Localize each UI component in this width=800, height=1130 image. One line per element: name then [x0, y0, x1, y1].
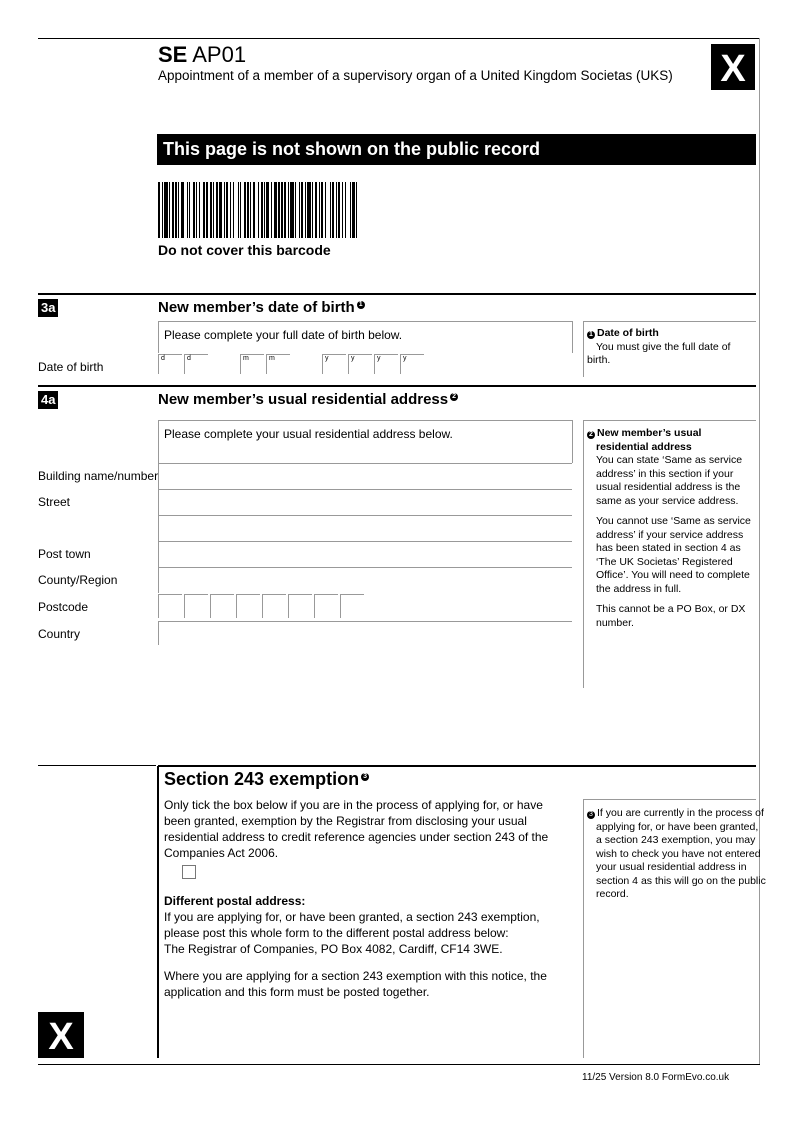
postal-heading: Different postal address: — [164, 894, 306, 908]
note-1-rule — [583, 321, 756, 322]
corner-x-mark: X — [711, 44, 755, 90]
postcode-cell[interactable] — [236, 594, 260, 618]
note-3-left — [583, 799, 584, 1058]
section-243-left-rule — [38, 765, 156, 766]
street-input[interactable] — [158, 489, 572, 515]
section-3a-inst-rule — [158, 321, 572, 322]
posting-note: Where you are applying for a section 243 exemption with this notice, the application and this form must be posted together. — [164, 969, 547, 999]
section-3a-tag: 3a — [38, 299, 58, 317]
street-input-2[interactable] — [158, 515, 572, 541]
registrar-address: The Registrar of Companies, PO Box 4082, Cardiff, CF14 3WE. — [164, 942, 503, 956]
form-title: Appointment of a member of a supervisory organ of a United Kingdom Societas (UKS) — [158, 68, 673, 83]
section-4a-inst-rule — [158, 420, 572, 421]
country-label: Country — [38, 627, 81, 641]
dob-month-2[interactable]: m — [266, 354, 290, 374]
footer-version: 11/25 Version 8.0 FormEvo.co.uk — [582, 1072, 730, 1083]
building-input[interactable] — [158, 463, 572, 489]
postcode-cell[interactable] — [262, 594, 286, 618]
note-1-ref-icon: 1 — [357, 301, 365, 309]
postcode-cell[interactable] — [184, 594, 208, 618]
note-3: 3 If you are currently in the process of applying for, or have been granted, a section 243 exemption, you may wish to check you have not entered your usual residential address in section 4 as this will go on the public record. — [587, 807, 766, 902]
note-3-rule — [583, 799, 756, 800]
post-town-label: Post town — [38, 547, 91, 561]
postcode-label: Postcode — [38, 600, 89, 614]
dob-day-2[interactable]: d — [184, 354, 208, 374]
dob-year-2[interactable]: y — [348, 354, 372, 374]
barcode — [158, 182, 358, 238]
postal-instruction: If you are applying for, or have been granted, a section 243 exemption, please post this whole form to the different postal address below: — [164, 910, 540, 940]
date-of-birth-label: Date of birth — [38, 360, 104, 374]
section-4a-title: New member’s usual residential address 2 — [158, 391, 458, 408]
postcode-cell[interactable] — [314, 594, 338, 618]
dob-year-4[interactable]: y — [400, 354, 424, 374]
section-4a-tag: 4a — [38, 391, 58, 409]
form-code: SE AP01 — [158, 42, 247, 67]
section-243-rule — [158, 765, 756, 767]
building-label: Building name/number — [38, 469, 159, 483]
section-4a-inst-right — [572, 420, 573, 463]
section-4a-rule — [38, 385, 756, 387]
not-public-banner: This page is not shown on the public record — [157, 134, 756, 165]
section-4a-inst-left — [158, 420, 159, 463]
bottom-x-mark: X — [38, 1012, 84, 1058]
section-3a-instruction: Please complete your full date of birth below. — [164, 328, 403, 342]
county-input[interactable] — [158, 567, 572, 593]
postcode-cell[interactable] — [210, 594, 234, 618]
note-1-icon: 1 — [587, 331, 595, 339]
dob-month-1[interactable]: m — [240, 354, 264, 374]
barcode-caption: Do not cover this barcode — [158, 242, 331, 258]
dob-year-3[interactable]: y — [374, 354, 398, 374]
section-3a-title: New member’s date of birth 1 — [158, 299, 365, 316]
country-input[interactable] — [158, 621, 572, 645]
note-3-icon: 3 — [587, 811, 595, 819]
note-2-rule — [583, 420, 756, 421]
county-label: County/Region — [38, 573, 118, 587]
note-2-icon: 2 — [587, 431, 595, 439]
note-3-ref-icon: 3 — [361, 773, 369, 781]
section-3a-rule — [38, 293, 756, 295]
section-243-checkbox[interactable] — [182, 865, 196, 879]
bottom-rule — [38, 1064, 760, 1065]
postcode-cell[interactable] — [340, 594, 364, 618]
note-1-left — [583, 321, 584, 377]
right-border — [759, 38, 760, 1064]
section-3a-inst-left — [158, 321, 159, 353]
note-2: 2 New member’s usual residential address You can state ‘Same as service address’ in this section if your usual residential address is the same as your service address. You cannot use ‘Same as service address’ if your service address has been stated in section 4 as ‘The UK Societas’ Registered Office’. You will need to complete the address in full. This cannot be a PO Box, or DX number. — [587, 427, 754, 630]
section-243-left-bar — [157, 766, 159, 1058]
street-label: Street — [38, 495, 71, 509]
postcode-cell[interactable] — [288, 594, 312, 618]
post-town-input[interactable] — [158, 541, 572, 567]
section-243-intro: Only tick the box below if you are in the process of applying for, or have been granted, exemption by the Registrar from disclosing your usual residential address to credit reference agencies under section 243 of the Companies Act 2006. — [164, 798, 549, 860]
dob-day-1[interactable]: d — [158, 354, 182, 374]
note-1: 1 Date of birth You must give the full date of birth. — [587, 327, 731, 366]
dob-year-1[interactable]: y — [322, 354, 346, 374]
note-2-left — [583, 420, 584, 688]
section-243-title: Section 243 exemption 3 — [164, 769, 369, 790]
postcode-cell[interactable] — [158, 594, 182, 618]
section-3a-inst-right — [572, 321, 573, 353]
section-4a-instruction: Please complete your usual residential address below. — [164, 427, 453, 441]
top-rule — [38, 38, 760, 39]
note-2-ref-icon: 2 — [450, 393, 458, 401]
